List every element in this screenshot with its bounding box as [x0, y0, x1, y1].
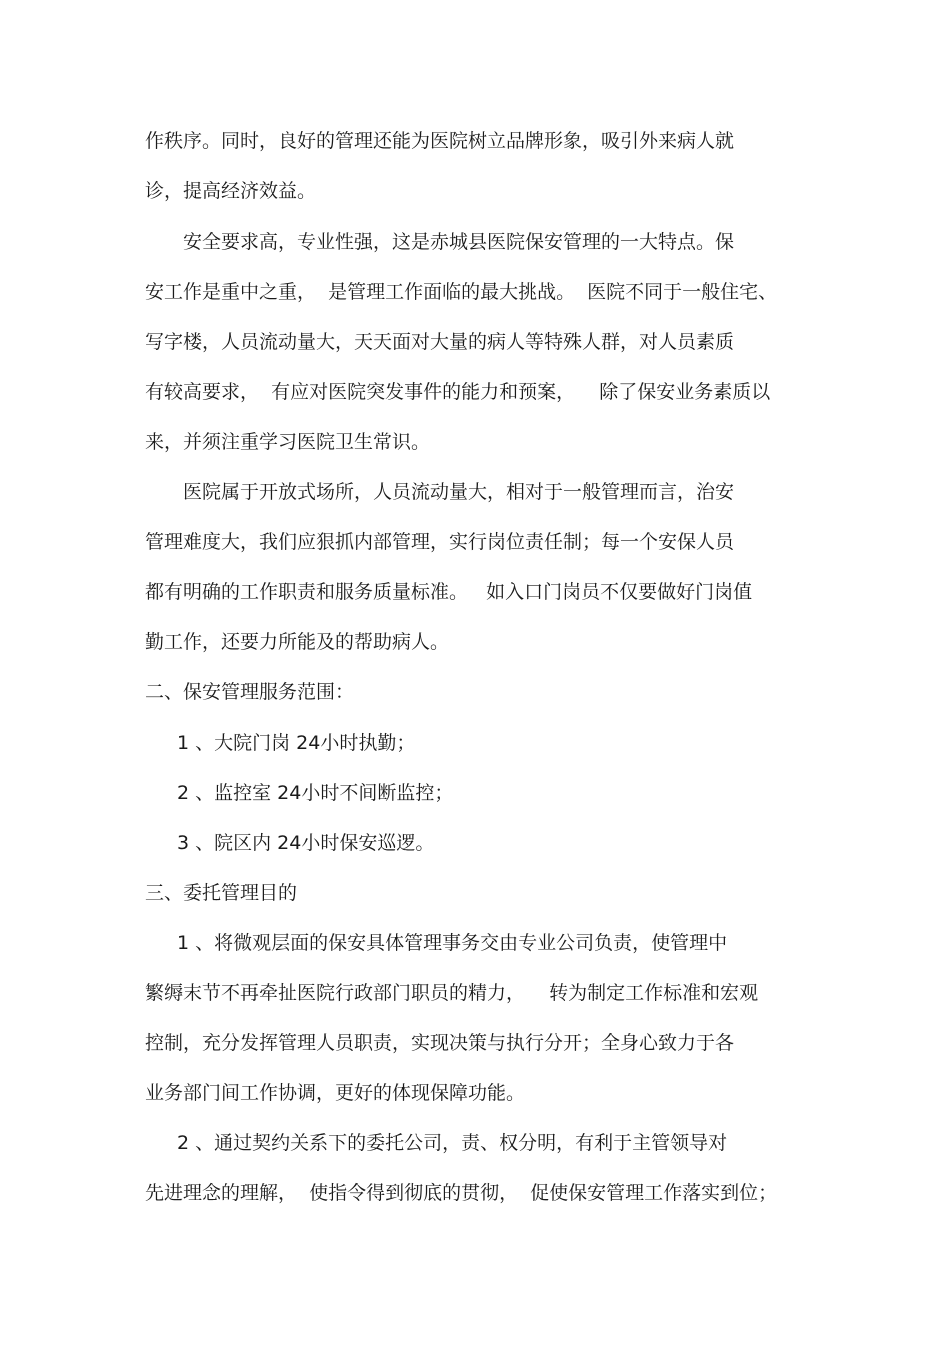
section-heading: 二、保安管理服务范围：: [145, 681, 355, 703]
paragraph-start: 安全要求高，专业性强，这是赤城县医院保安管理的一大特点。保: [183, 231, 735, 253]
list-item: 1 、大院门岗 24小时执勤；: [177, 732, 416, 754]
text-line: 作秩序。同时，良好的管理还能为医院树立品牌形象，吸引外来病人就: [145, 130, 735, 152]
text-line: 繁缛末节不再牵扯医院行政部门职员的精力， 转为制定工作标准和宏观: [145, 982, 759, 1004]
text-line: 控制，充分发挥管理人员职责，实现决策与执行分开；全身心致力于各: [145, 1032, 735, 1054]
list-item: 3 、院区内 24小时保安巡逻。: [177, 832, 435, 854]
list-item: 2 、监控室 24小时不间断监控；: [177, 782, 454, 804]
text-line: 有较高要求， 有应对医院突发事件的能力和预案， 除了保安业务素质以: [145, 381, 771, 403]
text-line: 先进理念的理解， 使指令得到彻底的贯彻， 促使保安管理工作落实到位；: [145, 1182, 778, 1204]
text-line: 业务部门间工作协调，更好的体现保障功能。: [145, 1082, 526, 1104]
list-item: 1 、将微观层面的保安具体管理事务交由专业公司负责，使管理中: [177, 932, 728, 954]
text-line: 诊，提高经济效益。: [145, 180, 317, 202]
text-line: 安工作是重中之重， 是管理工作面临的最大挑战。 医院不同于一般住宅、: [145, 281, 778, 303]
text-line: 来，并须注重学习医院卫生常识。: [145, 431, 431, 453]
section-heading: 三、委托管理目的: [145, 882, 298, 904]
text-line: 管理难度大，我们应狠抓内部管理，实行岗位责任制；每一个安保人员: [145, 531, 735, 553]
text-line: 写字楼，人员流动量大，天天面对大量的病人等特殊人群，对人员素质: [145, 331, 735, 353]
list-item: 2 、通过契约关系下的委托公司，责、权分明，有利于主管领导对: [177, 1132, 728, 1154]
text-line: 都有明确的工作职责和服务质量标准。 如入口门岗员不仅要做好门岗值: [145, 581, 753, 603]
text-line: 勤工作，还要力所能及的帮助病人。: [145, 631, 450, 653]
paragraph-start: 医院属于开放式场所，人员流动量大，相对于一般管理而言，治安: [183, 481, 735, 503]
